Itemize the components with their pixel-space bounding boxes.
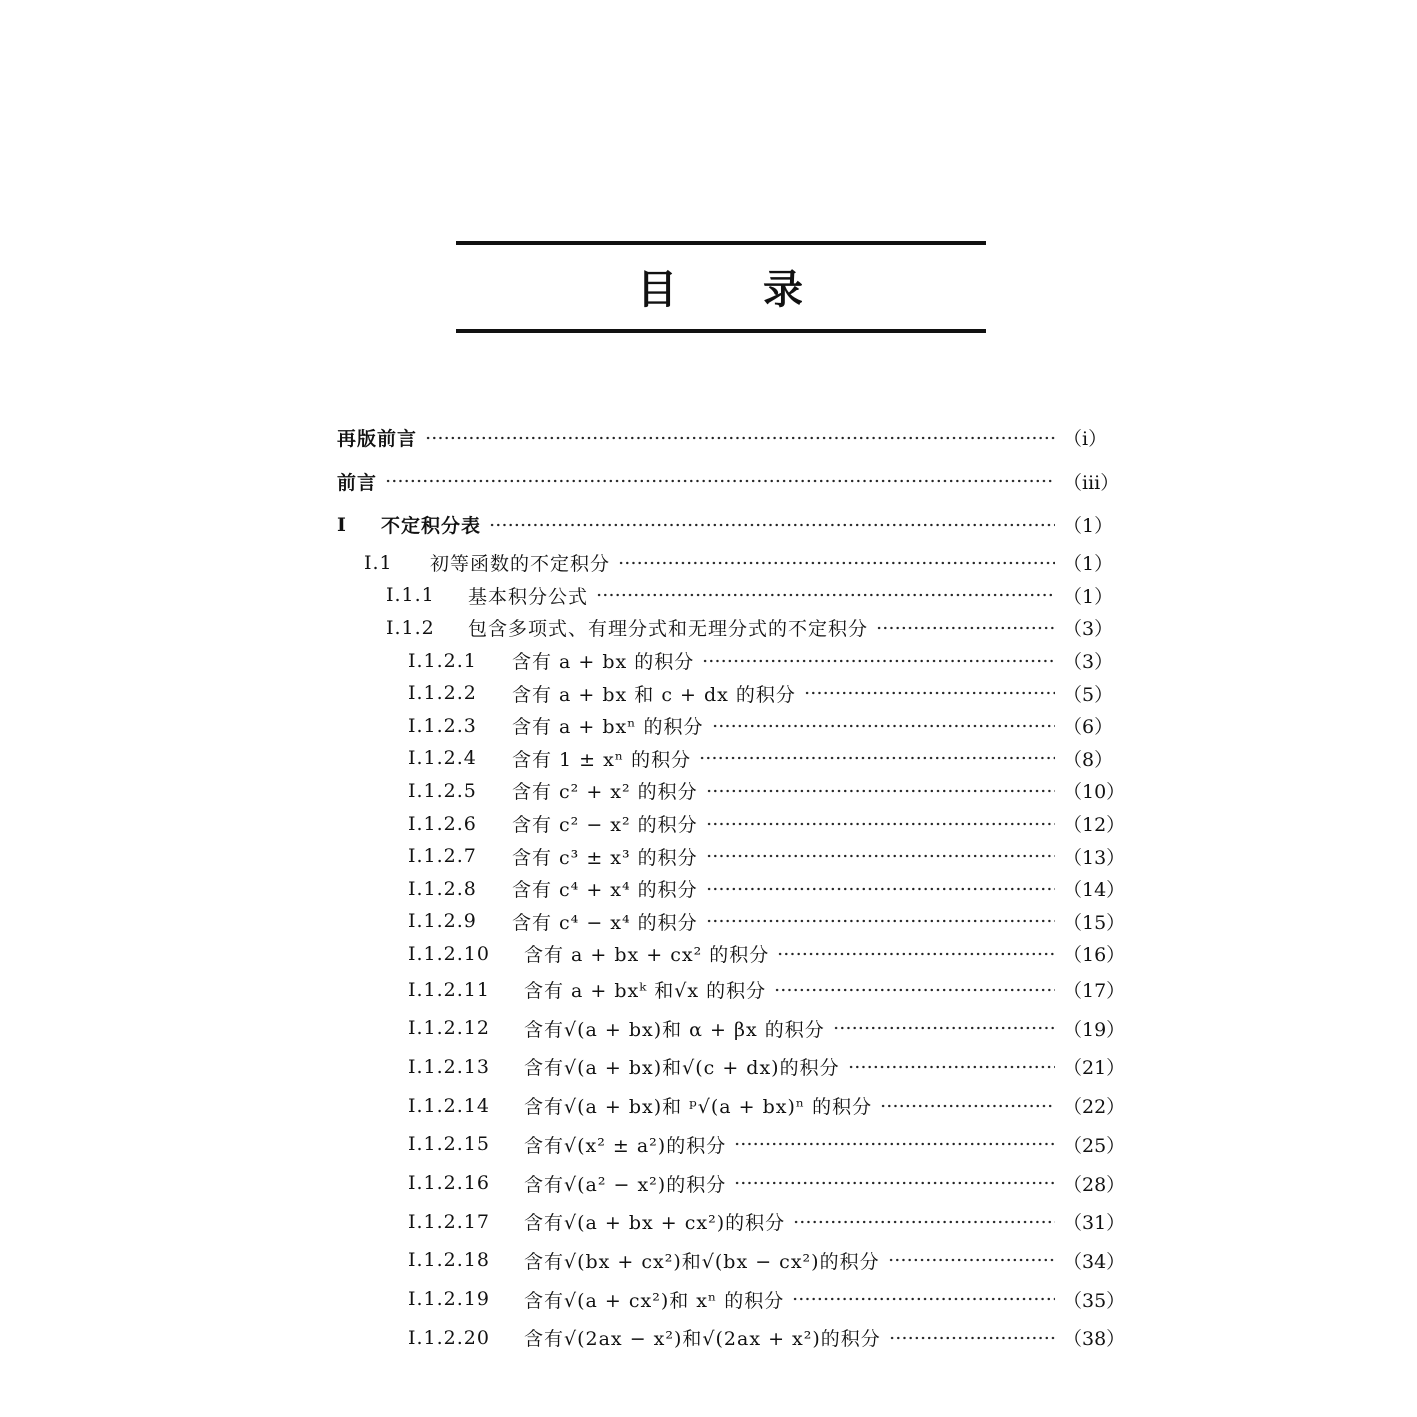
toc-leader-dots [876, 621, 1055, 635]
toc-entry-page: （22） [1063, 1096, 1126, 1119]
toc-entry[interactable] [337, 1241, 1126, 1280]
toc-entry-title: 基本积分公式 [468, 585, 589, 608]
toc-entry-page: （5） [1063, 683, 1114, 706]
toc-entry-title: 含有 a + bx + cx² 的积分 [524, 944, 770, 967]
toc-entry-page: （35） [1063, 1289, 1126, 1312]
toc-entry-number: Ⅰ.1.2.7 [408, 845, 477, 868]
toc-entry-page: （31） [1063, 1212, 1126, 1235]
toc-entry[interactable] [337, 1086, 1126, 1125]
toc-leader-dots [596, 588, 1055, 602]
toc-entry[interactable] [337, 905, 1126, 938]
toc-entry-page: （25） [1063, 1134, 1126, 1157]
toc-entry[interactable] [337, 460, 1120, 504]
toc-leader-dots [848, 1060, 1055, 1074]
toc-entry[interactable] [337, 416, 1108, 460]
toc-entry-page: （6） [1063, 716, 1114, 739]
toc-entry[interactable] [337, 709, 1114, 742]
toc-entry[interactable] [337, 742, 1114, 775]
toc-leader-dots [880, 1099, 1055, 1113]
toc-entry-number: Ⅰ.1.2.1 [408, 649, 477, 672]
title-char-1: 目 [637, 267, 679, 313]
toc-entry-page: （ⅰ） [1063, 428, 1108, 451]
toc-leader-dots [888, 1253, 1055, 1267]
toc-leader-dots [793, 1215, 1055, 1229]
toc-entry-page: （14） [1063, 879, 1126, 902]
toc-entry-page: （3） [1063, 618, 1114, 641]
toc-entry-title: 前言 [337, 471, 378, 494]
toc-entry-number: Ⅰ.1.2.8 [408, 877, 477, 900]
toc-entry[interactable] [337, 677, 1114, 710]
toc-entry-title: 含有 a + bx 的积分 [512, 651, 695, 674]
toc-entry[interactable] [337, 775, 1126, 808]
toc-entry-title: 含有 a + bxᵏ 和√x 的积分 [524, 980, 767, 1003]
toc-entry-page: （34） [1063, 1250, 1126, 1273]
toc-entry-page: （ⅲ） [1063, 471, 1120, 494]
toc-entry-number: Ⅰ.1 [364, 551, 393, 574]
toc-entry-number: Ⅰ.1.2.2 [408, 682, 477, 705]
toc-entry-number: Ⅰ.1.2.20 [408, 1326, 490, 1349]
toc-entry-title: 含有 c⁴ + x⁴ 的积分 [512, 879, 698, 902]
toc-entry-title: 含有 a + bxⁿ 的积分 [512, 716, 704, 739]
toc-leader-dots [734, 1176, 1055, 1190]
toc-leader-dots [889, 1331, 1055, 1345]
toc-leader-dots [706, 914, 1055, 928]
toc-leader-dots [385, 474, 1055, 488]
toc-entry-number: Ⅰ.1.2.9 [408, 910, 477, 933]
toc-entry-number: Ⅰ.1.2.14 [408, 1094, 490, 1117]
toc-entry[interactable] [337, 840, 1126, 873]
toc-entry[interactable] [337, 1164, 1126, 1203]
toc-entry-number: Ⅰ [337, 513, 347, 536]
toc-entry-title: 含有 c⁴ − x⁴ 的积分 [512, 911, 698, 934]
toc-entry-page: （3） [1063, 651, 1114, 674]
toc-leader-dots [777, 947, 1055, 961]
toc-entry-page: （28） [1063, 1173, 1126, 1196]
toc-entry-page: （1） [1063, 515, 1114, 538]
toc-entry-title: 含有√(a + bx)和 ᵖ√(a + bx)ⁿ 的积分 [524, 1096, 873, 1119]
toc-entry-page: （17） [1063, 980, 1126, 1003]
toc-leader-dots [804, 686, 1055, 700]
toc-entry[interactable] [337, 807, 1126, 840]
toc-entry-title: 含有√(a + bx)和 α + βx 的积分 [524, 1018, 825, 1041]
toc-leader-dots [706, 784, 1055, 798]
toc-entry-page: （13） [1063, 846, 1126, 869]
page-title [456, 260, 986, 320]
toc-entry-title: 不定积分表 [381, 515, 482, 538]
toc-entry-page: （21） [1063, 1057, 1126, 1080]
toc-entry-title: 含有 c² − x² 的积分 [512, 814, 698, 837]
toc-entry-number: Ⅰ.1.2.15 [408, 1133, 490, 1156]
toc-entry-number: Ⅰ.1.2.4 [408, 747, 477, 770]
toc-entry-number: Ⅰ.1.2.18 [408, 1249, 490, 1272]
toc-entry[interactable] [337, 644, 1114, 677]
toc-entry-title: 含有√(bx + cx²)和√(bx − cx²)的积分 [524, 1250, 880, 1273]
toc-entry-title: 含有√(a + bx + cx²)的积分 [524, 1212, 786, 1235]
toc-leader-dots [734, 1137, 1055, 1151]
toc-entry-page: （10） [1063, 781, 1126, 804]
toc-entry[interactable] [337, 1202, 1126, 1241]
toc-entry[interactable] [337, 547, 1114, 580]
toc-entry[interactable] [337, 1280, 1126, 1319]
toc-entry-title: 含有√(a² − x²)的积分 [524, 1173, 727, 1196]
toc-leader-dots [833, 1021, 1055, 1035]
toc-leader-dots [706, 882, 1055, 896]
toc-entry-title: 含有√(a + cx²)和 xⁿ 的积分 [524, 1289, 785, 1312]
toc-leader-dots [706, 817, 1055, 831]
toc-entry-number: Ⅰ.1.2.11 [408, 978, 490, 1001]
toc-entry[interactable] [337, 1318, 1126, 1357]
toc-entry-page: （19） [1063, 1018, 1126, 1041]
toc-entry[interactable] [337, 970, 1126, 1009]
toc-entry-number: Ⅰ.1.2.6 [408, 812, 477, 835]
toc-leader-dots [425, 431, 1055, 445]
toc-entry-number: Ⅰ.1.2.10 [408, 942, 490, 965]
toc-entry-title: 含有 c² + x² 的积分 [512, 781, 698, 804]
toc-entry-number: Ⅰ.1.1 [386, 584, 435, 607]
toc-entry-title: 含有 a + bx 和 c + dx 的积分 [512, 683, 796, 706]
toc-entry-number: Ⅰ.1.2.3 [408, 714, 477, 737]
toc-entry[interactable] [337, 579, 1114, 612]
table-of-contents [337, 416, 1126, 1357]
toc-entry-title: 含有√(2ax − x²)和√(2ax + x²)的积分 [524, 1328, 881, 1351]
toc-leader-dots [774, 983, 1055, 997]
toc-entry[interactable] [337, 938, 1126, 971]
title-char-2: 录 [763, 267, 805, 313]
toc-entry-number: Ⅰ.1.2.12 [408, 1017, 490, 1040]
toc-entry-number: Ⅰ.1.2.13 [408, 1055, 490, 1078]
toc-entry-title: 含有√(a + bx)和√(c + dx)的积分 [524, 1057, 840, 1080]
title-rule-bottom [456, 329, 986, 333]
toc-entry-page: （15） [1063, 911, 1126, 934]
toc-entry-number: Ⅰ.1.2.17 [408, 1210, 490, 1233]
toc-entry-title: 含有√(x² ± a²)的积分 [524, 1134, 727, 1157]
toc-entry-number: Ⅰ.1.2.19 [408, 1288, 490, 1311]
toc-entry[interactable] [337, 1125, 1126, 1164]
toc-entry[interactable] [337, 872, 1126, 905]
toc-entry-title: 初等函数的不定积分 [430, 553, 611, 576]
toc-entry-number: Ⅰ.1.2.16 [408, 1172, 490, 1194]
toc-leader-dots [702, 654, 1055, 668]
toc-entry-title: 含有 1 ± xⁿ 的积分 [512, 748, 692, 771]
toc-entry[interactable] [337, 1009, 1126, 1048]
toc-entry-page: （12） [1063, 814, 1126, 837]
toc-entry-title: 含有 c³ ± x³ 的积分 [512, 846, 698, 869]
title-rule-top [456, 241, 986, 245]
toc-entry[interactable] [337, 612, 1114, 645]
toc-leader-dots [489, 518, 1055, 532]
toc-entry-title: 再版前言 [337, 428, 418, 451]
toc-leader-dots [699, 751, 1055, 765]
toc-entry-page: （8） [1063, 748, 1114, 771]
toc-entry-page: （1） [1063, 553, 1114, 576]
toc-entry-title: 包含多项式、有理分式和无理分式的不定积分 [468, 618, 869, 641]
toc-entry-page: （16） [1063, 944, 1126, 967]
toc-leader-dots [706, 849, 1055, 863]
toc-leader-dots [712, 719, 1055, 733]
toc-entry[interactable] [337, 503, 1114, 547]
toc-entry-number: Ⅰ.1.2.5 [408, 779, 477, 802]
toc-entry[interactable] [337, 1048, 1126, 1087]
toc-entry-page: （1） [1063, 585, 1114, 608]
toc-entry-number: Ⅰ.1.2 [386, 616, 435, 639]
toc-entry-page: （38） [1063, 1328, 1126, 1351]
toc-leader-dots [618, 556, 1055, 570]
toc-leader-dots [792, 1292, 1055, 1306]
